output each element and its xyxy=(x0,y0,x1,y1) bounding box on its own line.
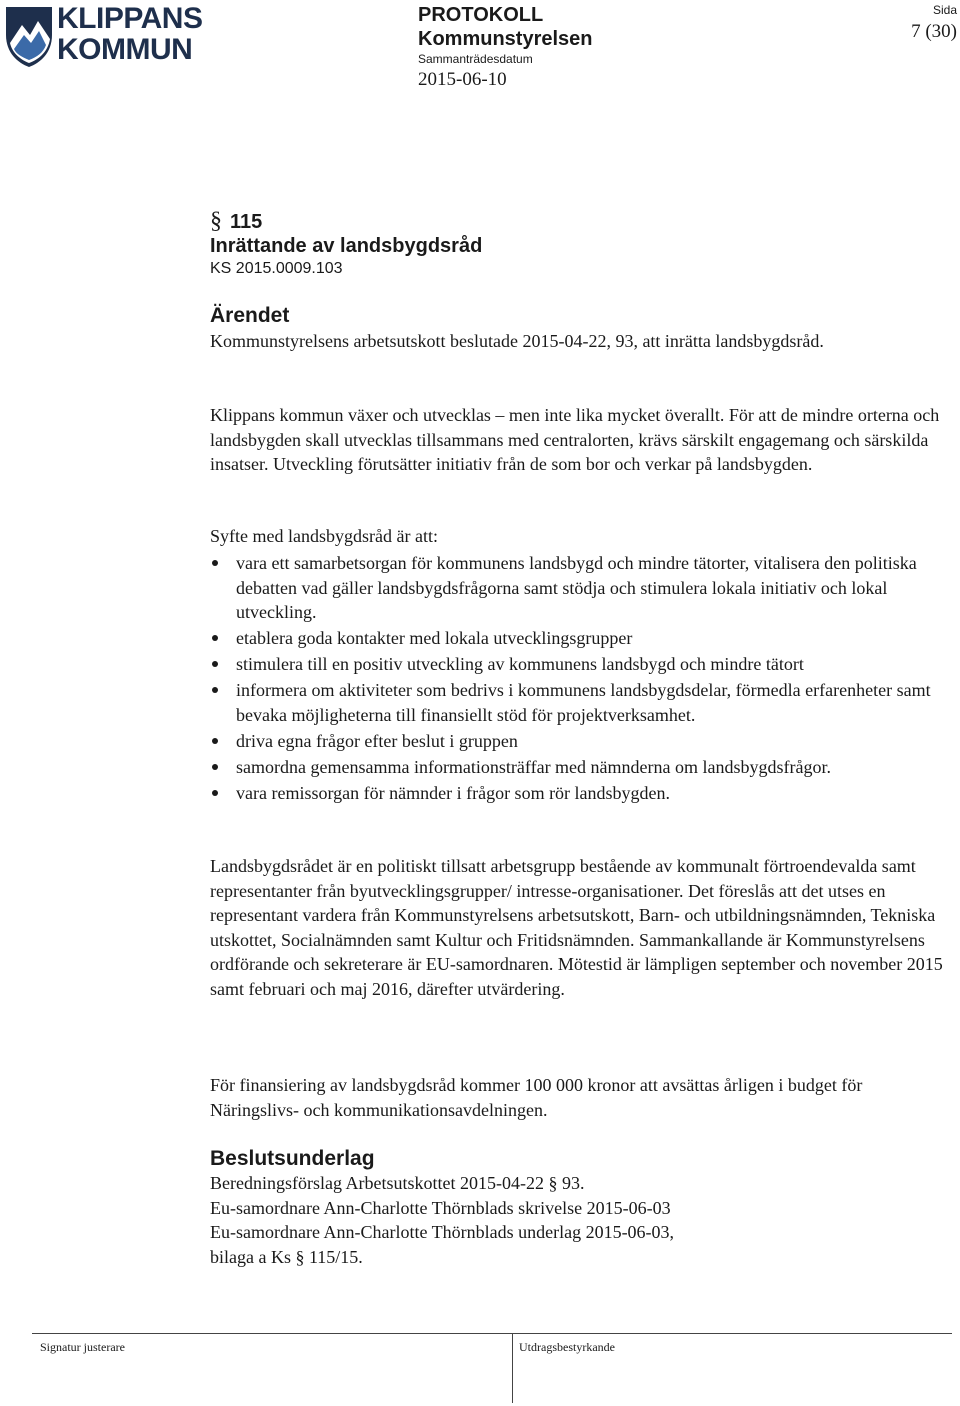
arendet-paragraph-4: Landsbygdsrådet är en politiskt tillsatt arbetsgrupp bestående av kommunalt förtroendevalda samt representanter från byutvecklingsgrupper/ intresse-organisationer. Det föreslås att det utses en representant vardera från Kommunstyrelsens arbetsutskott, Barn- och utbildningsnämnden, Tekniska utskottet, Socialnämnden samt Kultur och Fritidsnämnden. Sammankallande är Kommunstyrelsens ordförande och sekreterare är EU-samordnaren. Mötestid är lämpligen september och november 2015 samt februari och maj 2016, därefter utvärdering. xyxy=(210,856,943,999)
coat-of-arms-icon xyxy=(4,5,54,69)
signature-label: Signatur justerare xyxy=(40,1340,125,1354)
paragraph-number-value: 115 xyxy=(230,211,263,233)
arendet-paragraph-2: Klippans kommun växer och utvecklas – men inte lika mycket överallt. För att de mindre orterna och landsbygden skall utvecklas tillsammans med centralorten, krävs särskilt engagemang och särskilda insatser. Utveckling förutsätter initiativ från de som bor och verkar på landsbygden. xyxy=(210,405,940,474)
purpose-list-item: driva egna frågor efter beslut i gruppen xyxy=(210,729,945,754)
purpose-list-item: vara ett samarbetsorgan för kommunens landsbygd och mindre tätorter, vitalisera den politiska debatten vad gäller landsbygdsfrågorna samt stödja och stimulera lokala initiativ och lokal utveckling. xyxy=(210,551,945,625)
beslutsunderlag-item: Beredningsförslag Arbetsutskottet 2015-04-22 § 93. xyxy=(210,1173,585,1193)
section-symbol: § xyxy=(210,208,222,234)
footer-divider xyxy=(32,1333,952,1334)
logo-line-2: KOMMUN xyxy=(57,33,193,66)
meeting-date: 2015-06-10 xyxy=(418,69,507,90)
purpose-list-item: vara remissorgan för nämnder i frågor som rör landsbygden. xyxy=(210,781,945,806)
purpose-list-item: etablera goda kontakter med lokala utvecklingsgrupper xyxy=(210,626,945,651)
beslutsunderlag-item: bilaga a Ks § 115/15. xyxy=(210,1246,363,1267)
page-number: 7 (30) xyxy=(911,21,957,42)
case-number: KS 2015.0009.103 xyxy=(210,260,343,277)
committee-name: Kommunstyrelsen xyxy=(418,28,593,50)
footer-column-divider xyxy=(512,1333,513,1403)
extract-certification-label: Utdragsbestyrkande xyxy=(519,1340,615,1354)
purpose-intro: Syfte med landsbygdsråd är att: xyxy=(210,526,438,546)
beslutsunderlag-heading: Beslutsunderlag xyxy=(210,1147,375,1170)
meeting-date-label: Sammanträdesdatum xyxy=(418,52,533,66)
purpose-list-item: informera om aktiviteter som bedrivs i kommunens landsbygdsdelar, förmedla erfarenheter samt bevaka möjligheterna till finansiellt stöd för projektverksamhet. xyxy=(210,678,945,727)
paragraph-number xyxy=(210,208,262,235)
arendet-heading: Ärendet xyxy=(210,304,290,327)
purpose-list-item: samordna gemensamma informationsträffar med nämnderna om landsbygdsfrågor. xyxy=(210,755,945,780)
logo-line-1: KLIPPANS xyxy=(57,2,203,35)
purpose-list-item: stimulera till en positiv utveckling av kommunens landsbygd och mindre tätort xyxy=(210,652,945,677)
document-type: PROTOKOLL xyxy=(418,4,544,26)
paragraph-title: Inrättande av landsbygdsråd xyxy=(210,235,483,257)
beslutsunderlag-item: Eu-samordnare Ann-Charlotte Thörnblads underlag 2015-06-03, xyxy=(210,1222,675,1242)
klippans-kommun-logo xyxy=(4,3,216,69)
beslutsunderlag-list xyxy=(210,1171,945,1269)
purpose-list xyxy=(210,551,945,807)
page-label: Sida xyxy=(932,3,957,17)
arendet-paragraph-5: För finansiering av landsbygdsråd kommer 100 000 kronor att avsättas årligen i budget för Näringslivs- och kommunikationsavdelningen. xyxy=(210,1075,863,1120)
arendet-paragraph-1: Kommunstyrelsens arbetsutskott beslutade 2015-04-22, 93, att inrätta landsbygdsråd. xyxy=(210,331,824,351)
beslutsunderlag-item: Eu-samordnare Ann-Charlotte Thörnblads skrivelse 2015-06-03 xyxy=(210,1197,671,1218)
